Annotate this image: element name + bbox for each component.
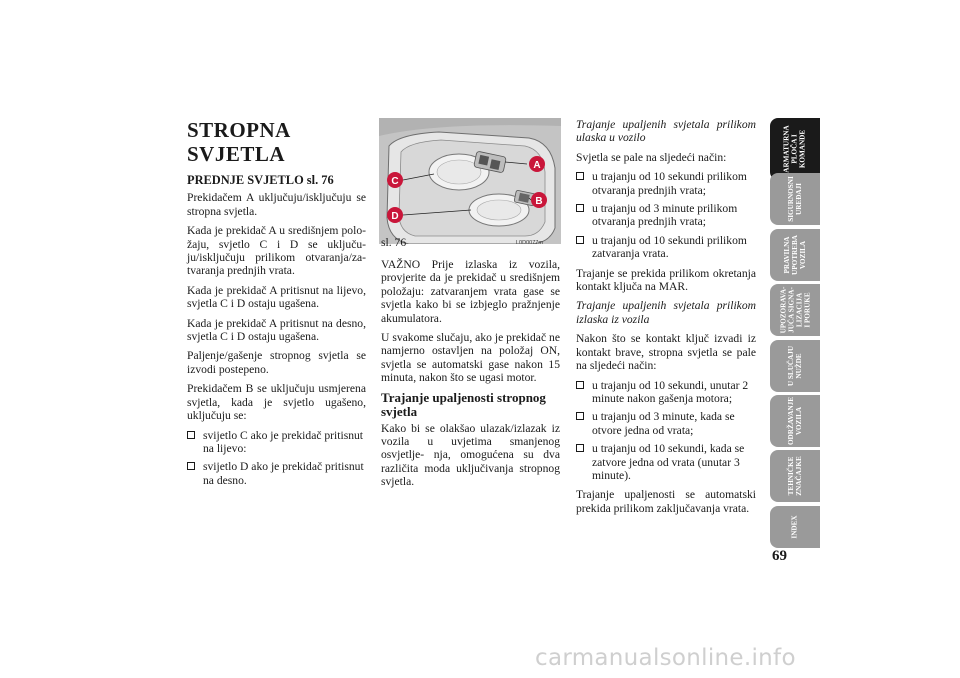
chapter-tab-upozoravajuca-signalizacija[interactable]: UPOZORAVA- JUĆA SIGNA- LIZACIJA I PORUKE [770,284,820,336]
chapter-tab-armaturna-ploca[interactable]: ARMATURNA PLOČA I KOMANDE [770,118,820,180]
checkbox-bullet-icon [576,381,584,389]
paragraph: Kada je prekidač A pritisnut na desno, svjetla C i D ostaju ugašena. [187,316,366,344]
figure-code: L0D0077m [516,240,543,246]
paragraph: Svjetla se pale na sljedeći način: [576,150,727,164]
list-item [576,170,756,197]
chapter-tab-index[interactable]: INDEX [770,506,820,548]
svg-text:C: C [391,176,399,187]
bullet-list [576,379,756,483]
paragraph: VAŽNO Prije izlaska iz vozila, provjerite da je prekidač u središnjem položaju: zatvaranjem vrata gase se svjetla kako bi se izbjeglo pražnjenje akumulatora. [381,258,560,325]
paragraph: Prekidačem B se uključuju usmjerena svjetla, kada je svjetlo ugašeno, uključuju se: [187,382,366,423]
page-title: STROPNA SVJETLA [187,118,290,166]
svg-text:B: B [535,196,543,207]
callout-label-a [529,156,545,172]
paragraph: U svakome slučaju, ako je prekidač ne namjerno ostavljen na položaj ON, svjetla se automatski gase nakon 15 minuta, nakon što se ugasi motor. [381,331,560,385]
paragraph: Paljenje/gašenje stropnog svjetla se izvodi postepeno. [187,349,366,376]
callout-label-b [531,192,547,208]
ceiling-light-drawing [379,118,561,244]
checkbox-bullet-icon [576,412,584,420]
list-item-text: u trajanju od 10 sekundi, unutar 2 minute nakon gašenja motora; [592,378,749,405]
chapter-tab-tehnicke-znacajke[interactable]: TEHNIČKE ZNAČAJKE [770,450,820,502]
italic-subheading: Trajanje upaljenih svjetala prilikom ulaska u vozilo [576,118,756,145]
checkbox-bullet-icon [576,444,584,452]
list-item [576,234,756,261]
list-item-text: u trajanju od 10 sekundi prilikom otvaranja prednjih vrata; [592,170,747,197]
list-item-text: u trajanju od 10 sekundi prilikom zatvaranja vrata. [592,233,747,261]
section-heading: Trajanje upaljenosti stropnog svjetla [381,389,546,419]
column-middle [381,258,560,495]
checkbox-bullet-icon [576,236,584,244]
svg-text:A: A [533,160,541,171]
ceiling-light-illustration [379,118,561,244]
checkbox-bullet-icon [576,172,584,180]
watermark: carmanualsonline.info [535,645,796,671]
bullet-list [576,170,756,260]
list-item-text: u trajanju od 3 minute, kada se otvore jedna od vrata; [592,410,735,437]
paragraph: Trajanje se prekida prilikom okretanja kontakt ključa na MAR. [576,266,756,294]
paragraph: Kako bi se olakšao ulazak/izlazak iz vozila u uvjetima smanjenog osvjetlje- nja, omogućena su dva različita moda uključivanja stropnog svjetla. [381,421,560,489]
chapter-tab-sigurnosni-uredaji[interactable]: SIGURNOSNI UREĐAJI [770,173,820,225]
chapter-tab-pravilna-upotreba[interactable]: PRAVILNA UPOTREBA VOZILA [770,229,820,281]
list-item-text: u trajanju od 3 minute prilikom otvaranja prednjih vrata; [592,202,738,229]
callout-label-c [387,172,403,188]
paragraph: Kada je prekidač A u središnjem polo- žaju, svjetlo C i D se uključu- ju/isključuju prilikom otvaranja/za- tvaranja prednjih vrata. [187,224,366,278]
figure-caption: sl. 76 [381,236,407,249]
column-left [187,118,366,493]
list-item [187,460,366,487]
bullet-list [187,429,366,488]
list-item [576,442,756,482]
paragraph: Kada je prekidač A pritisnut na lijevo, svjetla C i D ostaju ugašena. [187,283,366,311]
paragraph: Prekidačem A uključuju/isključuju se stropna svjetla. [187,191,366,218]
list-item-text: svijetlo D ako je prekidač pritisnut na desno. [203,460,364,487]
svg-text:D: D [391,211,399,222]
list-item-text: u trajanju od 10 sekundi, kada se zatvore jedna od vrata (unutar 3 minute). [592,442,745,482]
paragraph: Trajanje upaljenosti se automatski prekida prilikom zaključavanja vrata. [576,488,756,515]
column-right [576,118,756,521]
page-number: 69 [772,548,787,564]
callout-label-d [387,207,403,223]
italic-subheading: Trajanje upaljenih svjetala prilikom izlaska iz vozila [576,299,756,326]
checkbox-bullet-icon [187,431,195,439]
list-item [187,429,366,456]
list-item [576,379,756,406]
paragraph: Nakon što se kontakt ključ izvadi iz kontakt brave, stropna svjetla se pale na sljedeći način: [576,332,756,373]
section-heading: PREDNJE SVJETLO sl. 76 [187,173,334,187]
list-item [576,410,756,437]
chapter-tab-u-slucaju-nuzde[interactable]: U SLUČAJU NUŽDE [770,340,820,392]
list-item [576,202,756,229]
list-item-text: svijetlo C ako je prekidač pritisnut na lijevo: [203,428,364,455]
chapter-tab-odrzavanje-vozila[interactable]: ODRŽAVANJE VOZILA [770,395,820,447]
checkbox-bullet-icon [187,462,195,470]
checkbox-bullet-icon [576,204,584,212]
